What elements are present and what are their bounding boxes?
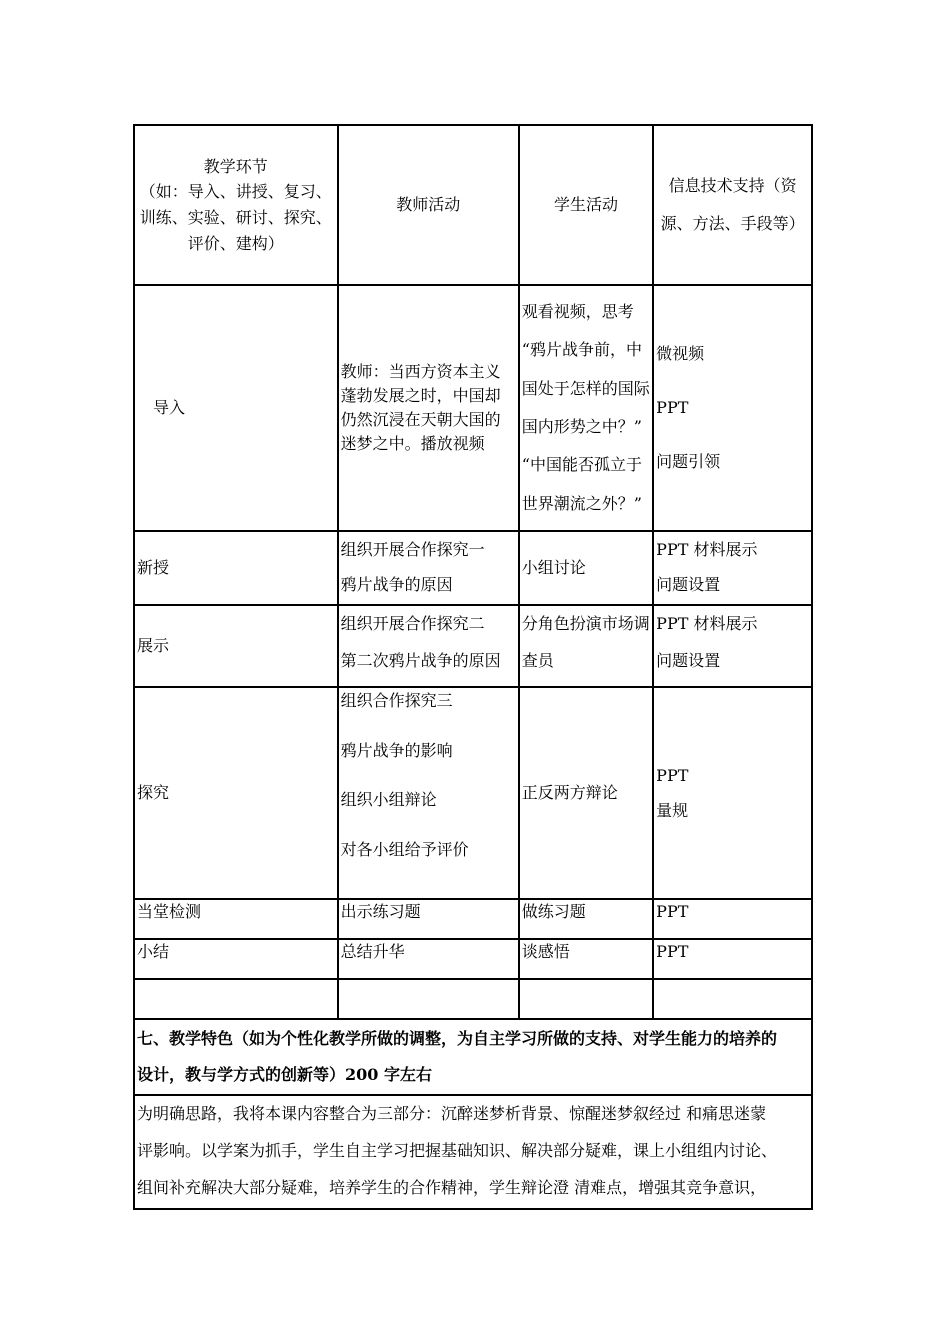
stage-label: 探究 bbox=[137, 783, 170, 802]
teacher-line: 仍然沉浸在天朝大国的 bbox=[340, 410, 501, 429]
student-line: 世界潮流之外？” bbox=[521, 493, 642, 513]
teacher-line: 组织开展合作探究二 bbox=[340, 614, 485, 633]
section-heading-line: 七、教学特色（如为个性化教学所做的调整，为自主学习所做的支持、对学生能力的培养的 bbox=[137, 1029, 778, 1048]
stage-cell bbox=[134, 285, 338, 531]
student-cell bbox=[519, 285, 653, 531]
empty-cell bbox=[134, 979, 338, 1019]
teacher-line: 迷梦之中。播放视频 bbox=[340, 434, 485, 453]
teacher-line: 总结升华 bbox=[340, 942, 405, 961]
table-row bbox=[134, 605, 812, 687]
teacher-line: 组织小组辩论 bbox=[340, 790, 437, 810]
lesson-plan-table bbox=[133, 124, 813, 1210]
teacher-cell bbox=[338, 285, 519, 531]
header-tech-cell bbox=[653, 125, 812, 285]
tech-cell bbox=[653, 285, 812, 531]
teacher-line: 组织合作探究三 bbox=[340, 691, 453, 710]
teacher-line: 教师：当西方资本主义 bbox=[340, 362, 501, 381]
tech-cell bbox=[653, 899, 812, 939]
header-tech-label-1: 信息技术支持（资 bbox=[668, 175, 797, 195]
tech-line: PPT bbox=[656, 398, 689, 417]
stage-label: 新授 bbox=[137, 558, 170, 577]
stage-label: 导入 bbox=[153, 398, 186, 417]
tech-cell bbox=[653, 605, 812, 687]
student-line: 查员 bbox=[521, 650, 554, 670]
student-cell bbox=[519, 531, 653, 605]
teacher-line: 鸦片战争的原因 bbox=[340, 575, 453, 595]
tech-line: PPT 材料展示 bbox=[656, 540, 758, 559]
student-line: 国处于怎样的国际 bbox=[521, 378, 650, 398]
student-line: 分角色扮演市场调 bbox=[521, 614, 650, 633]
section-body-cell bbox=[134, 1095, 812, 1209]
tech-line: 量规 bbox=[656, 801, 689, 820]
tech-line: 问题设置 bbox=[656, 575, 721, 595]
header-stage-note-1: （如：导入、讲授、复习、 bbox=[139, 182, 332, 202]
teacher-line: 鸦片战争的影响 bbox=[340, 740, 453, 760]
teacher-line: 对各小组给予评价 bbox=[340, 839, 469, 859]
stage-label: 小结 bbox=[137, 942, 170, 961]
header-stage-cell bbox=[134, 125, 338, 285]
student-cell bbox=[519, 899, 653, 939]
stage-cell bbox=[134, 939, 338, 979]
teacher-cell bbox=[338, 531, 519, 605]
teacher-line: 出示练习题 bbox=[340, 902, 421, 921]
tech-cell bbox=[653, 939, 812, 979]
table-row bbox=[134, 939, 812, 979]
stage-cell bbox=[134, 899, 338, 939]
table-row bbox=[134, 531, 812, 605]
empty-row bbox=[134, 979, 812, 1019]
tech-line: PPT bbox=[656, 765, 689, 785]
section-heading-line: 设计，教与学方式的创新等）200 字左右 bbox=[137, 1065, 432, 1084]
student-line: 观看视频，思考 bbox=[521, 301, 634, 321]
teacher-cell bbox=[338, 939, 519, 979]
table-row bbox=[134, 899, 812, 939]
section-body-line: 为明确思路，我将本课内容整合为三部分：沉醉迷梦析背景、惊醒迷梦叙经过 和痛思迷蒙 bbox=[137, 1104, 767, 1123]
stage-label: 展示 bbox=[137, 636, 170, 655]
header-student-label: 学生活动 bbox=[553, 195, 618, 214]
section-body-line: 组间补充解决大部分疑难，培养学生的合作精神，学生辩论澄 清难点，增强其竞争意识， bbox=[137, 1177, 767, 1197]
student-line: 做练习题 bbox=[521, 902, 586, 921]
tech-line: 微视频 bbox=[656, 344, 705, 363]
empty-cell bbox=[519, 979, 653, 1019]
teacher-cell bbox=[338, 687, 519, 899]
student-line: “中国能否孤立于 bbox=[521, 455, 642, 475]
table-row bbox=[134, 687, 812, 899]
section-body-row bbox=[134, 1095, 812, 1209]
teacher-cell bbox=[338, 899, 519, 939]
student-cell bbox=[519, 605, 653, 687]
empty-cell bbox=[338, 979, 519, 1019]
tech-cell bbox=[653, 531, 812, 605]
teacher-cell bbox=[338, 605, 519, 687]
header-stage-title: 教学环节 bbox=[203, 156, 268, 176]
section-heading-cell bbox=[134, 1019, 812, 1095]
stage-cell bbox=[134, 605, 338, 687]
stage-label: 当堂检测 bbox=[137, 902, 202, 921]
teacher-line: 蓬勃发展之时，中国却 bbox=[340, 386, 501, 405]
header-student-cell bbox=[519, 125, 653, 285]
student-cell bbox=[519, 687, 653, 899]
student-line: 谈感悟 bbox=[521, 942, 570, 961]
empty-cell bbox=[653, 979, 812, 1019]
header-stage-note-3: 评价、建构） bbox=[187, 233, 284, 253]
tech-cell bbox=[653, 687, 812, 899]
student-line: 国内形势之中？” bbox=[521, 417, 642, 436]
header-teacher-cell bbox=[338, 125, 519, 285]
stage-cell bbox=[134, 687, 338, 899]
tech-line: PPT bbox=[656, 942, 689, 961]
student-line: 正反两方辩论 bbox=[521, 783, 618, 802]
teacher-line: 组织开展合作探究一 bbox=[340, 540, 485, 559]
teacher-line: 第二次鸦片战争的原因 bbox=[340, 650, 501, 670]
student-line: 小组讨论 bbox=[521, 558, 586, 577]
tech-line: PPT 材料展示 bbox=[656, 614, 758, 633]
header-tech-label-2: 源、方法、手段等） bbox=[660, 214, 805, 233]
tech-line: 问题引领 bbox=[656, 452, 721, 471]
header-row bbox=[134, 125, 812, 285]
stage-cell bbox=[134, 531, 338, 605]
student-line: “鸦片战争前，中 bbox=[521, 340, 642, 360]
section-body-line: 评影响。以学案为抓手，学生自主学习把握基础知识、解决部分疑难，课上小组组内讨论、 bbox=[137, 1140, 778, 1160]
table-row bbox=[134, 285, 812, 531]
tech-line: PPT bbox=[656, 902, 689, 921]
student-cell bbox=[519, 939, 653, 979]
tech-line: 问题设置 bbox=[656, 650, 721, 670]
header-teacher-label: 教师活动 bbox=[396, 195, 461, 214]
section-heading-row bbox=[134, 1019, 812, 1095]
header-stage-note-2: 训练、实验、研讨、探究、 bbox=[139, 208, 332, 227]
